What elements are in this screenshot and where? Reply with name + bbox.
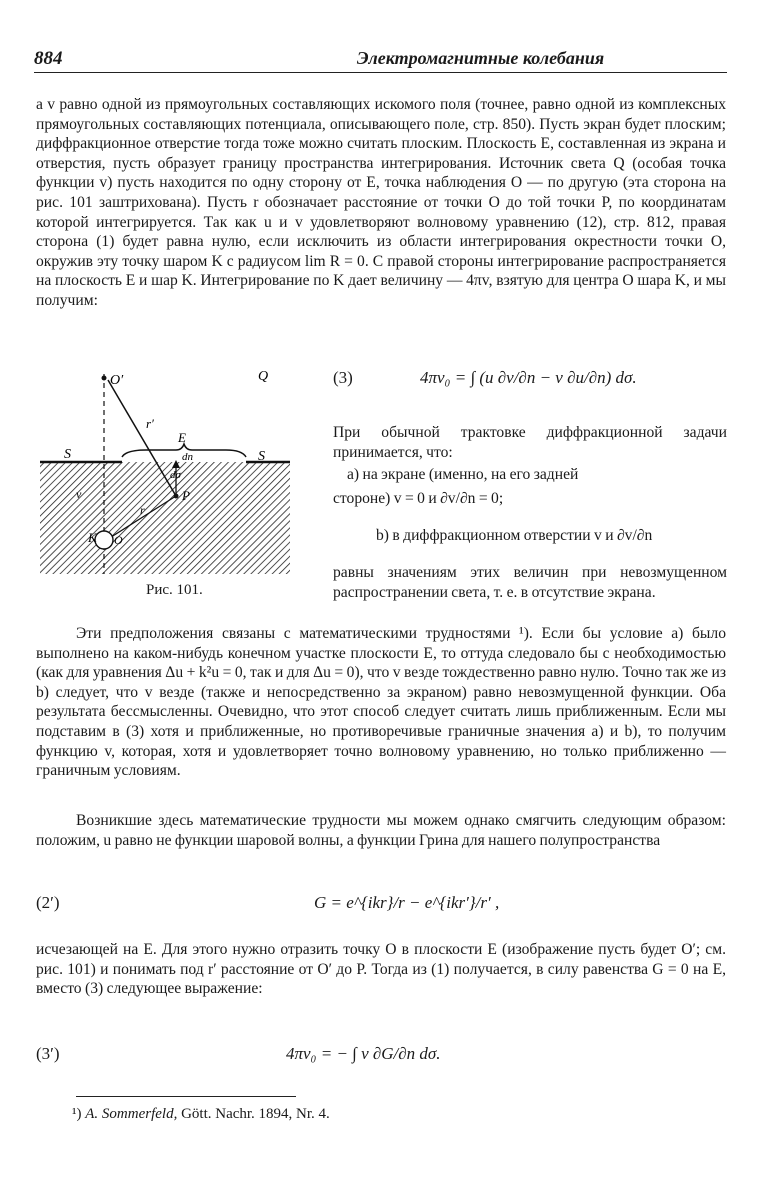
- paragraph-math-difficulties: Эти предположения связаны с математическими трудностями ¹). Если бы условие a) было выполнено на каком-нибудь конечном участке плоскости E, то оттуда следовало бы с необходимостью (как для уравнения Δu + k²u = 0, так и для Δu = 0), что v везде тождественно равно нулю. Точно так же из b) следует, что v везде (также и непосредственно за экраном) равно невозмущенной функции. Оба результата бессмысленны. Очевидно, что этот способ следует считать лишь приближенным. Если мы подставим в (3) хотя и приближенные, но противоречивые граничные значения a) и b), то получим функцию v, которая, хотя и удовлетворяет точно волновому уравнению, но только приближенно — граничным условиям.: [36, 625, 726, 780]
- label-r: r: [140, 503, 145, 517]
- condition-a-line1: a) на экране (именно, на его задней: [347, 466, 579, 483]
- condition-b-line2: равны значениям этих величин при невозмущенном распространении света, т. е. в отсутствие экрана.: [333, 564, 727, 601]
- footnote-marker: ¹): [72, 1106, 82, 1122]
- paragraph-mirror: исчезающей на E. Для этого нужно отразить точку O в плоскости E (изображение пусть будет O′; см. рис. 101) и понимать под r′ расстояние от O′ до P. Тогда из (1) получается, в силу равенства G = 0 на E, вместо (3) следующее выражение:: [36, 941, 726, 998]
- equation-2-prime: G = e^{ikr}/r − e^{ikr′}/r′ ,: [314, 893, 500, 912]
- figure-101: [36, 364, 290, 578]
- paragraph-side-intro: При обычной трактовке диффракционной задачи принимается, что:: [333, 424, 727, 461]
- label-S-left: S: [64, 447, 71, 462]
- label-Q: Q: [258, 369, 269, 384]
- equation-2-prime-label: (2′): [36, 893, 60, 912]
- label-K: K: [88, 530, 97, 545]
- label-E: E: [178, 430, 186, 445]
- equation-3-prime-label: (3′): [36, 1044, 60, 1063]
- point-P: [174, 494, 179, 499]
- label-O-prime: O′: [110, 373, 124, 388]
- running-title: Электромагнитные колебания: [356, 48, 605, 68]
- equation-3: 4πv₀ = ∫ (u ∂v/∂n − v ∂u/∂n) dσ.: [420, 368, 637, 387]
- running-header: [34, 46, 727, 73]
- footnote-source: Gött. Nachr. 1894, Nr. 4.: [181, 1106, 330, 1122]
- footnote-rule: [76, 1096, 296, 1097]
- paragraph-intro: а v равно одной из прямоугольных составляющих искомого поля (точнее, равно одной из комплексных прямоугольных составляющих потенциала, описывающего поле, стр. 850). Пусть экран будет плоским; диффракционное отверстие тогда тоже можно считать плоским. Плоскость E, составленная из экрана и отверстия, пусть образует границу пространства интегрирования. Источник света Q (особая точка функции v) пусть находится по одну сторону от E, точка наблюдения O — по другую (эта сторона на рис. 101 заштрихована). Пусть r обозначает расстояние от точки O до той точки P, по координатам которой интегрируется. Так как u и v удовлетворяют волновому уравнению (12), стр. 812, правая сторона (1) будет равна нулю, если исключить из области интегрирования окрестности точки O, окружив эту точку шаром K с радиусом lim R = 0. С правой стороны интегрирование распространяется на плоскость E и шар K. Интегрирование по K дает величину — 4πv, взятую для центра O шара K, и мы получим:: [36, 96, 726, 309]
- label-dn: dn: [182, 451, 193, 463]
- point-O-prime: [102, 376, 107, 381]
- footnote-author: A. Sommerfeld,: [85, 1106, 178, 1122]
- label-r-prime: r′: [146, 416, 154, 431]
- paragraph-soften: Возникшие здесь математические трудности мы можем однако смягчить следующим образом: положим, u равно не функции шаровой волны, а функции Грина для нашего полупространства: [36, 812, 726, 849]
- figure-caption: Рис. 101.: [146, 582, 203, 598]
- equation-3-label: (3): [333, 368, 353, 387]
- label-dsigma: dσ: [170, 469, 181, 481]
- label-O: O: [114, 533, 123, 547]
- footnote: [72, 1106, 330, 1123]
- label-nu: ν: [76, 487, 82, 501]
- sphere-K: [95, 531, 113, 549]
- equation-3-prime: 4πv₀ = − ∫ v ∂G/∂n dσ.: [286, 1044, 441, 1063]
- label-P: P: [182, 488, 190, 503]
- condition-b-line1: b) в диффракционном отверстии v и ∂v/∂n: [376, 527, 653, 544]
- condition-a-line2: стороне) v = 0 и ∂v/∂n = 0;: [333, 490, 504, 507]
- label-S-right: S: [258, 449, 265, 464]
- shaded-half-space: [40, 462, 290, 574]
- page-number: 884: [34, 48, 63, 69]
